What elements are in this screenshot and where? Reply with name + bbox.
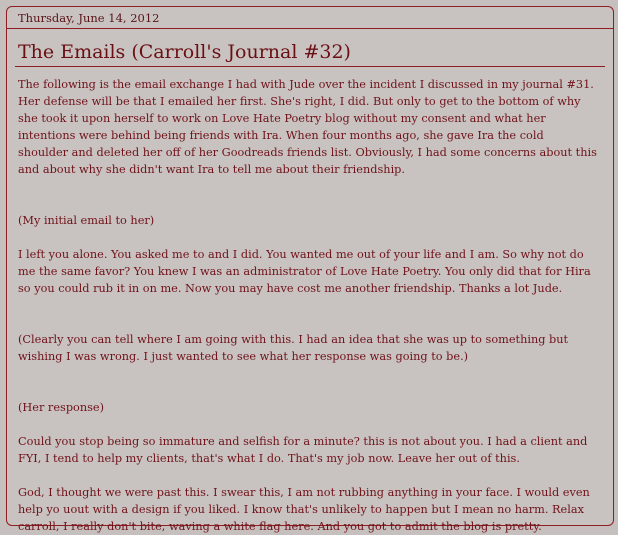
post-paragraph-initial-email: I left you alone. You asked me to and I did. You wanted me out of your life and I am. So why not do me the same favor? You knew I was an administrator of Love Hate Poetry. You only did that for Hira so you could rub it in on me. Now you may have cost me another friendship. Thanks a lot Jude. — [18, 248, 591, 295]
post-paragraph-response-2: God, I thought we were past this. I swear this, I am not rubbing anything in your face. I would even help yo uout with a design if you liked. I know that's unlikely to happen but I mean no harm. Relax carroll, I really don't bite, waving a white flag here. And you got to admit the blog is pretty. — [18, 486, 590, 533]
post-paragraph-initial-email-label: (My initial email to her) — [18, 214, 155, 227]
post-paragraph-intro: The following is the email exchange I had with Jude over the incident I discussed in my journal #31. Her defense will be that I emailed her first. She's right, I did. But only to get to the bottom of why she took it upon herself to work on Love Hate Poetry blog without my consent and what her intentions were behind being friends with Ira. When four months ago, she gave Ira the cold shoulder and deleted her off of her Goodreads friends list. Obviously, I had some concerns about this and about why she didn't want Ira to tell me about their friendship. — [18, 78, 597, 176]
post-body — [7, 67, 613, 535]
blog-post — [6, 6, 614, 533]
post-title[interactable]: The Emails (Carroll's Journal #32) — [18, 41, 351, 63]
post-paragraph-response-1: Could you stop being so immature and selfish for a minute? this is not about you. I had a client and FYI, I tend to help my clients, that's what I do. That's my job now. Leave her out of this. — [18, 435, 588, 465]
post-date: Thursday, June 14, 2012 — [7, 7, 613, 29]
post-paragraph-response-label: (Her response) — [18, 401, 105, 414]
post-paragraph-commentary: (Clearly you can tell where I am going with this. I had an idea that she was up to something but wishing I was wrong. I just wanted to see what her response was going to be.) — [18, 333, 569, 363]
